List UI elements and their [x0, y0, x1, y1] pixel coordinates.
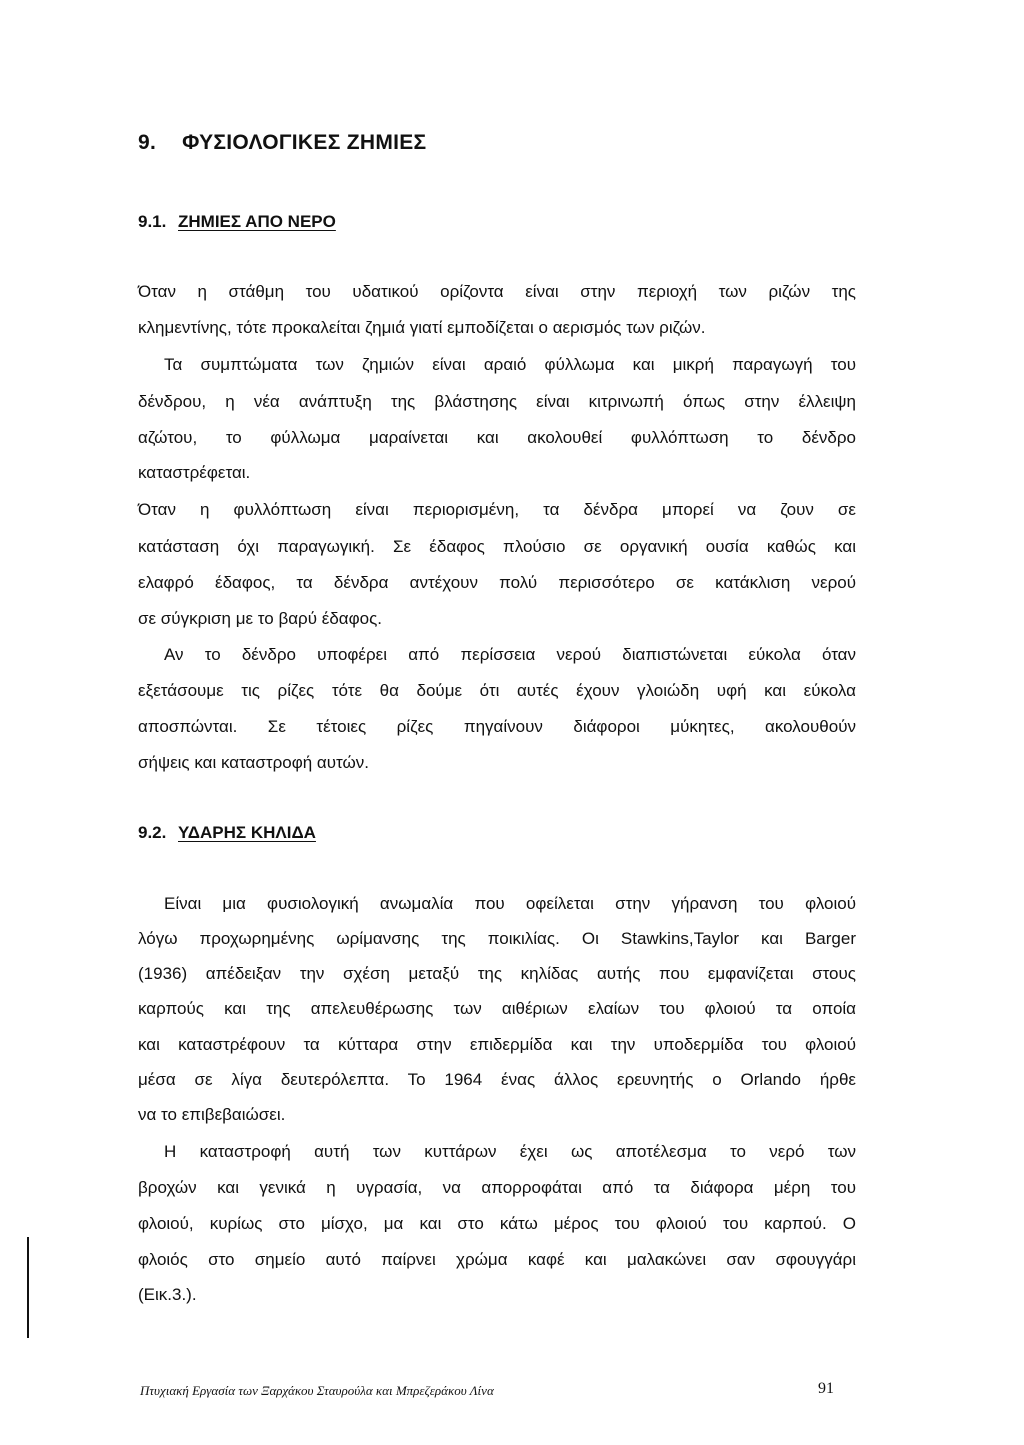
- text-line: Τα συμπτώματα των ζημιών είναι αραιό φύλλωμα και μικρή παραγωγή του: [164, 355, 856, 374]
- page-footer: Πτυχιακή Εργασία των Ξαρχάκου Σταυρούλα και Μπρεζεράκου Λίνα: [140, 1383, 494, 1398]
- section-title: ΖΗΜΙΕΣ ΑΠΟ ΝΕΡΟ: [178, 212, 336, 231]
- text-line: κλημεντίνης, τότε προκαλείται ζημιά γιατί εμποδίζεται ο αερισμός των ριζών.: [138, 318, 706, 337]
- text-line: βροχών και γενικά η υγρασία, να απορροφάται από τα διάφορα μέρη του: [138, 1178, 856, 1197]
- text-line: κατάσταση όχι παραγωγική. Σε έδαφος πλούσιο σε οργανική ουσία καθώς και: [138, 537, 856, 556]
- text-line: ελαφρό έδαφος, τα δένδρα αντέχουν πολύ περισσότερο σε κατάκλιση νερού: [138, 573, 856, 592]
- page-number: 91: [818, 1380, 834, 1397]
- text-line: σε σύγκριση με το βαρύ έδαφος.: [138, 609, 383, 628]
- text-line: φλοιού, κυρίως στο μίσχο, μα και στο κάτω μέρος του φλοιού του καρπού. Ο: [138, 1214, 856, 1233]
- section-number: 9.2.: [138, 823, 167, 842]
- text-line: δένδρου, η νέα ανάπτυξη της βλάστησης είναι κιτρινωπή όπως στην έλλειψη: [138, 392, 856, 411]
- text-line: μέσα σε λίγα δευτερόλεπτα. Το 1964 ένας άλλος ερευνητής ο Orlando ήρθε: [138, 1070, 856, 1089]
- text-line: σήψεις και καταστροφή αυτών.: [138, 753, 370, 772]
- text-line: και καταστρέφουν τα κύτταρα στην επιδερμίδα και την υποδερμίδα του φλοιού: [138, 1035, 856, 1054]
- text-line: Όταν η φυλλόπτωση είναι περιορισμένη, τα δένδρα μπορεί να ζουν σε: [138, 500, 856, 519]
- text-line: καρπούς και της απελευθέρωσης των αιθέριων ελαίων του φλοιού τα οποία: [138, 999, 856, 1018]
- text-line: αζώτου, το φύλλωμα μαραίνεται και ακολουθεί φυλλόπτωση το δένδρο: [138, 428, 856, 447]
- section-title: ΥΔΑΡΗΣ ΚΗΛΙΔΑ: [178, 823, 316, 842]
- text-line: καταστρέφεται.: [138, 463, 251, 482]
- chapter-number: 9.: [138, 131, 157, 154]
- text-line: εξετάσουμε τις ρίζες τότε θα δούμε ότι αυτές έχουν γλοιώδη υφή και εύκολα: [138, 681, 856, 700]
- text-line: Αν το δένδρο υποφέρει από περίσσεια νερού διαπιστώνεται εύκολα όταν: [164, 645, 856, 664]
- section-number: 9.1.: [138, 212, 167, 231]
- text-line: φλοιός στο σημείο αυτό παίρνει χρώμα καφέ και μαλακώνει σαν σφουγγάρι: [138, 1250, 856, 1269]
- section-heading-9-1: [138, 212, 336, 232]
- text-line: Είναι μια φυσιολογική ανωμαλία που οφείλεται στην γήρανση του φλοιού: [164, 894, 856, 913]
- section-heading-9-2: [138, 823, 316, 843]
- text-line: αποσπώνται. Σε τέτοιες ρίζες πηγαίνουν διάφοροι μύκητες, ακολουθούν: [138, 717, 856, 736]
- margin-rule: [27, 1237, 29, 1338]
- text-line: να το επιβεβαιώσει.: [138, 1105, 286, 1124]
- text-line: (1936) απέδειξαν την σχέση μεταξύ της κηλίδας αυτής που εμφανίζεται στους: [138, 964, 856, 983]
- text-line: (Εικ.3.).: [138, 1285, 197, 1304]
- text-line: λόγω προχωρημένης ωρίμανσης της ποικιλίας. Οι Stawkins,Taylor και Barger: [138, 929, 856, 948]
- text-line: Όταν η στάθμη του υδατικού ορίζοντα είναι στην περιοχή των ριζών της: [138, 282, 856, 301]
- chapter-heading: [138, 131, 426, 155]
- text-line: Η καταστροφή αυτή των κυττάρων έχει ως αποτέλεσμα το νερό των: [164, 1142, 856, 1161]
- chapter-title: ΦΥΣΙΟΛΟΓΙΚΕΣ ΖΗΜΙΕΣ: [182, 131, 427, 154]
